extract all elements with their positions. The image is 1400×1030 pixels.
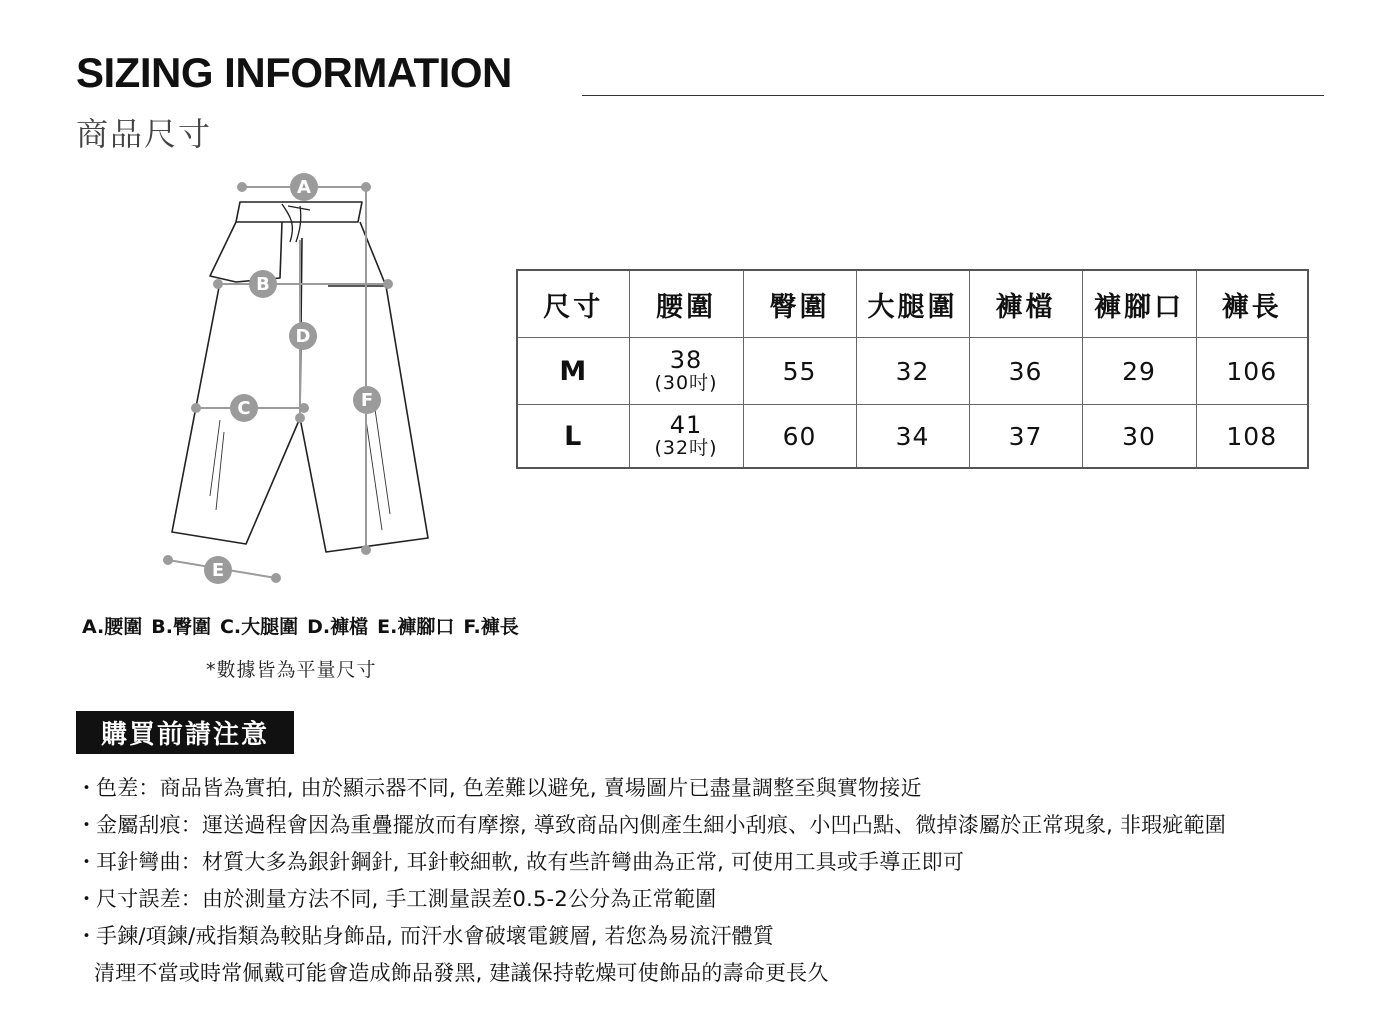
notice-list <box>76 770 1376 992</box>
cell-waist-cm: 41 <box>669 411 703 440</box>
legend-item: A.腰圍 <box>82 616 143 638</box>
legend-item: E.褲腳口 <box>377 616 455 638</box>
legend-item: F.褲長 <box>463 616 519 638</box>
cell-hem: 30 <box>1082 405 1196 469</box>
list-item-continuation <box>76 955 1376 992</box>
bullet-dot: ・ <box>76 887 98 911</box>
header-thigh: 大腿圍 <box>856 270 969 338</box>
page-heading-en: SIZING INFORMATION <box>76 49 512 96</box>
size-table <box>516 269 1309 469</box>
pants-waistband <box>236 202 362 222</box>
cell-waist-cm: 38 <box>669 346 703 375</box>
notice-text: 尺寸誤差：由於測量方法不同, 手工測量誤差0.5-2公分為正常範圍 <box>96 887 717 911</box>
notice-text: 手鍊/項鍊/戒指類為較貼身飾品, 而汗水會破壞電鍍層, 若您為易流汗體質 <box>96 924 775 948</box>
marker-e <box>204 556 232 584</box>
cell-waist <box>629 405 743 469</box>
header-crotch: 褲檔 <box>969 270 1082 338</box>
cell-thigh: 34 <box>856 405 969 469</box>
marker-d <box>289 322 317 350</box>
notice-text: 清理不當或時常佩戴可能會造成飾品發黑, 建議保持乾燥可使飾品的壽命更長久 <box>94 961 829 985</box>
list-item <box>76 844 1376 881</box>
notice-title: 購買前請注意 <box>76 711 294 754</box>
cell-hip: 60 <box>743 405 856 469</box>
cell-thigh: 32 <box>856 338 969 405</box>
list-item <box>76 918 1376 955</box>
svg-text:D: D <box>295 326 311 347</box>
measurement-legend <box>82 612 519 639</box>
legend-item: B.臀圍 <box>151 616 211 638</box>
flat-measure-note: *數據皆為平量尺寸 <box>206 659 377 681</box>
cell-length: 108 <box>1196 405 1308 469</box>
cell-crotch: 36 <box>969 338 1082 405</box>
cell-waist-inch: (30吋) <box>654 371 718 394</box>
legend-item: D.褲檔 <box>307 616 369 638</box>
marker-f <box>353 386 381 414</box>
bullet-dot: ・ <box>76 776 98 800</box>
svg-text:F: F <box>360 390 374 411</box>
svg-text:E: E <box>211 560 225 581</box>
page-heading-zh: 商品尺寸 <box>76 115 213 153</box>
list-item <box>76 881 1376 918</box>
table-header-row <box>517 270 1308 338</box>
cell-length: 106 <box>1196 338 1308 405</box>
cell-hem: 29 <box>1082 338 1196 405</box>
header-waist: 腰圍 <box>629 270 743 338</box>
bullet-dot: ・ <box>76 924 98 948</box>
svg-text:A: A <box>297 177 311 198</box>
marker-c <box>230 394 258 422</box>
cell-hip: 55 <box>743 338 856 405</box>
marker-b <box>249 270 277 298</box>
heading-rule <box>582 95 1324 96</box>
legend-item: C.大腿圍 <box>219 616 299 638</box>
notice-text: 色差：商品皆為實拍, 由於顯示器不同, 色差難以避免, 賣場圖片已盡量調整至與實物接近 <box>96 776 922 800</box>
header-size: 尺寸 <box>517 270 629 338</box>
cell-waist-inch: (32吋) <box>654 436 718 459</box>
svg-text:C: C <box>237 398 251 419</box>
cell-size: L <box>517 405 629 469</box>
bullet-dot: ・ <box>76 813 98 837</box>
notice-text: 金屬刮痕：運送過程會因為重疊擺放而有摩擦, 導致商品內側產生細小刮痕、小凹凸點、微掉漆屬於正常現象, 非瑕疵範圍 <box>96 813 1226 837</box>
header-hem: 褲腳口 <box>1082 270 1196 338</box>
cell-waist <box>629 338 743 405</box>
list-item <box>76 770 1376 807</box>
table-row <box>517 405 1308 469</box>
table-row <box>517 338 1308 405</box>
pants-drawstring <box>282 204 310 242</box>
marker-a <box>290 173 318 201</box>
bullet-dot: ・ <box>76 850 98 874</box>
header-length: 褲長 <box>1196 270 1308 338</box>
notice-text: 耳針彎曲：材質大多為銀針鋼針, 耳針較細軟, 故有些許彎曲為正常, 可使用工具或手導正即可 <box>96 850 965 874</box>
header-hip: 臀圍 <box>743 270 856 338</box>
list-item <box>76 807 1376 844</box>
cell-size: M <box>517 338 629 405</box>
cell-crotch: 37 <box>969 405 1082 469</box>
pants-diagram <box>150 170 470 600</box>
svg-text:B: B <box>256 274 270 295</box>
